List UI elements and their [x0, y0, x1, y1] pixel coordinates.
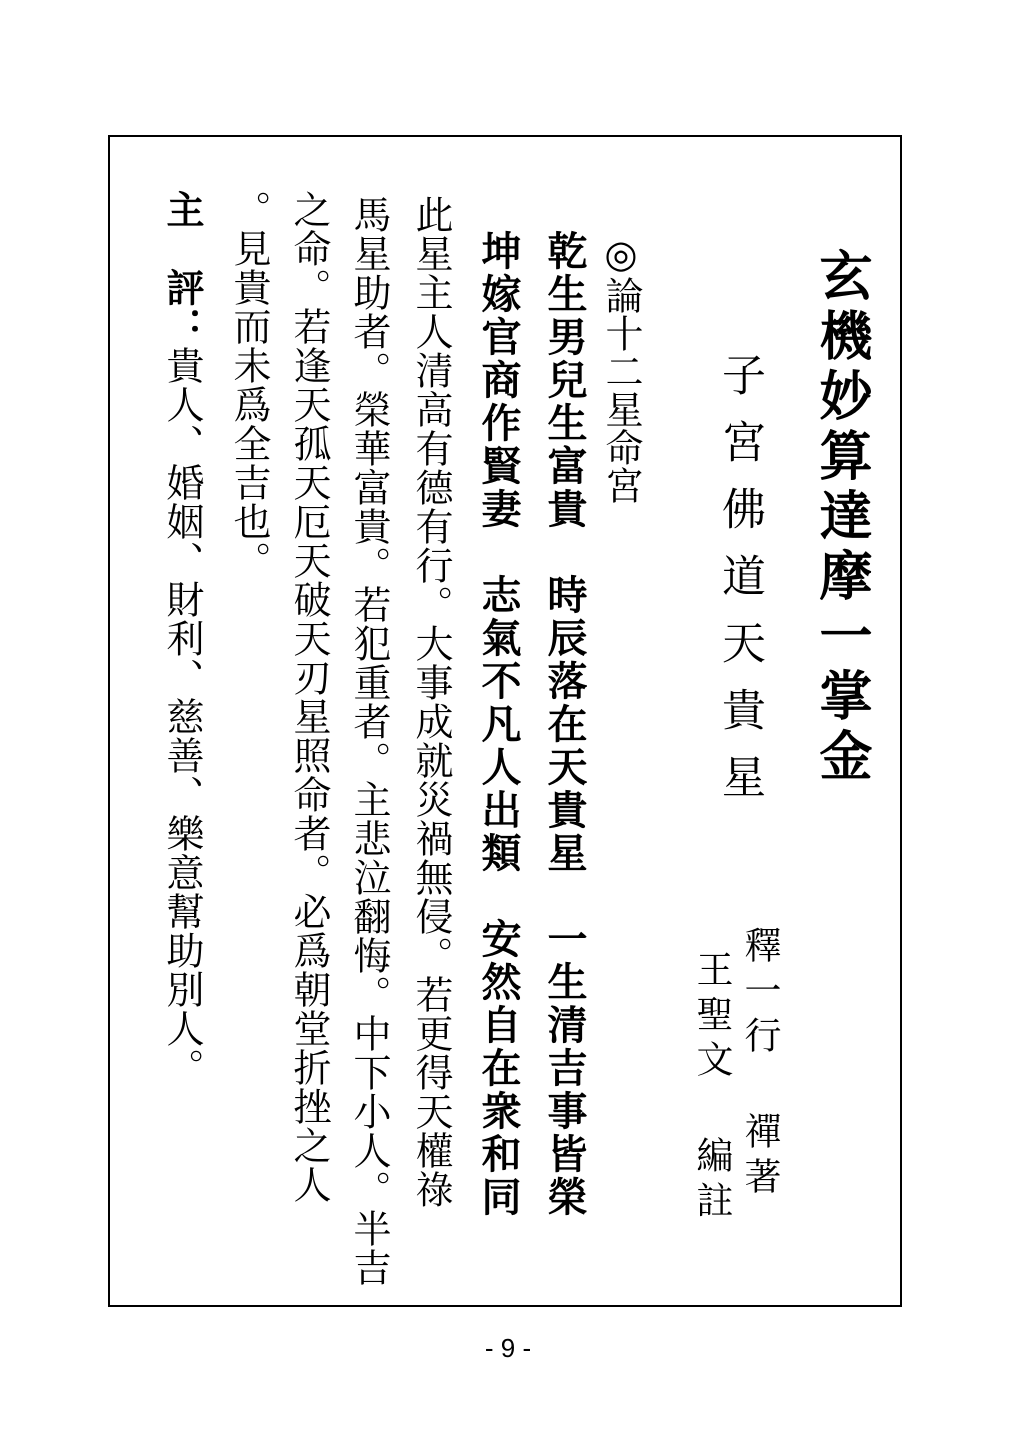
author-line-2: 王聖文 編註 [690, 950, 733, 1226]
body-line-1: 此星主人清高有德有行。大事成就災禍無侵。若更得天權祿 [409, 195, 453, 1209]
poem-line-1: 乾生男兒生富貴 時辰落在天貴星 一生清吉事皆榮 [541, 230, 588, 1219]
commentary [155, 190, 210, 1087]
author-line-1: 釋一行 禪著 [738, 926, 781, 1202]
book-title: 玄機妙算達摩一掌金 [811, 248, 873, 788]
page-number: - 9 - [484, 1333, 532, 1363]
section-heading: ◎論十二星命宮 [599, 232, 643, 504]
poem-line-2: 坤嫁官商作賢妻 志氣不凡人出類 安然自在衆和同 [475, 230, 522, 1219]
commentary-label: 主 評： [160, 190, 204, 346]
body-line-4: 。見貴而未爲全吉也。 [227, 190, 271, 580]
body-line-2: 馬星助者。榮華富貴。若犯重者。主悲泣翻悔。中下小人。半吉 [347, 195, 391, 1287]
body-line-3: 之命。若逢天孤天厄天破天刃星照命者。必爲朝堂折挫之人 [287, 190, 331, 1204]
commentary-text: 貴人、婚姻、財利、慈善、樂意幫助別人。 [160, 346, 204, 1087]
chapter-subtitle: 子宮佛道天貴星 [714, 352, 765, 821]
